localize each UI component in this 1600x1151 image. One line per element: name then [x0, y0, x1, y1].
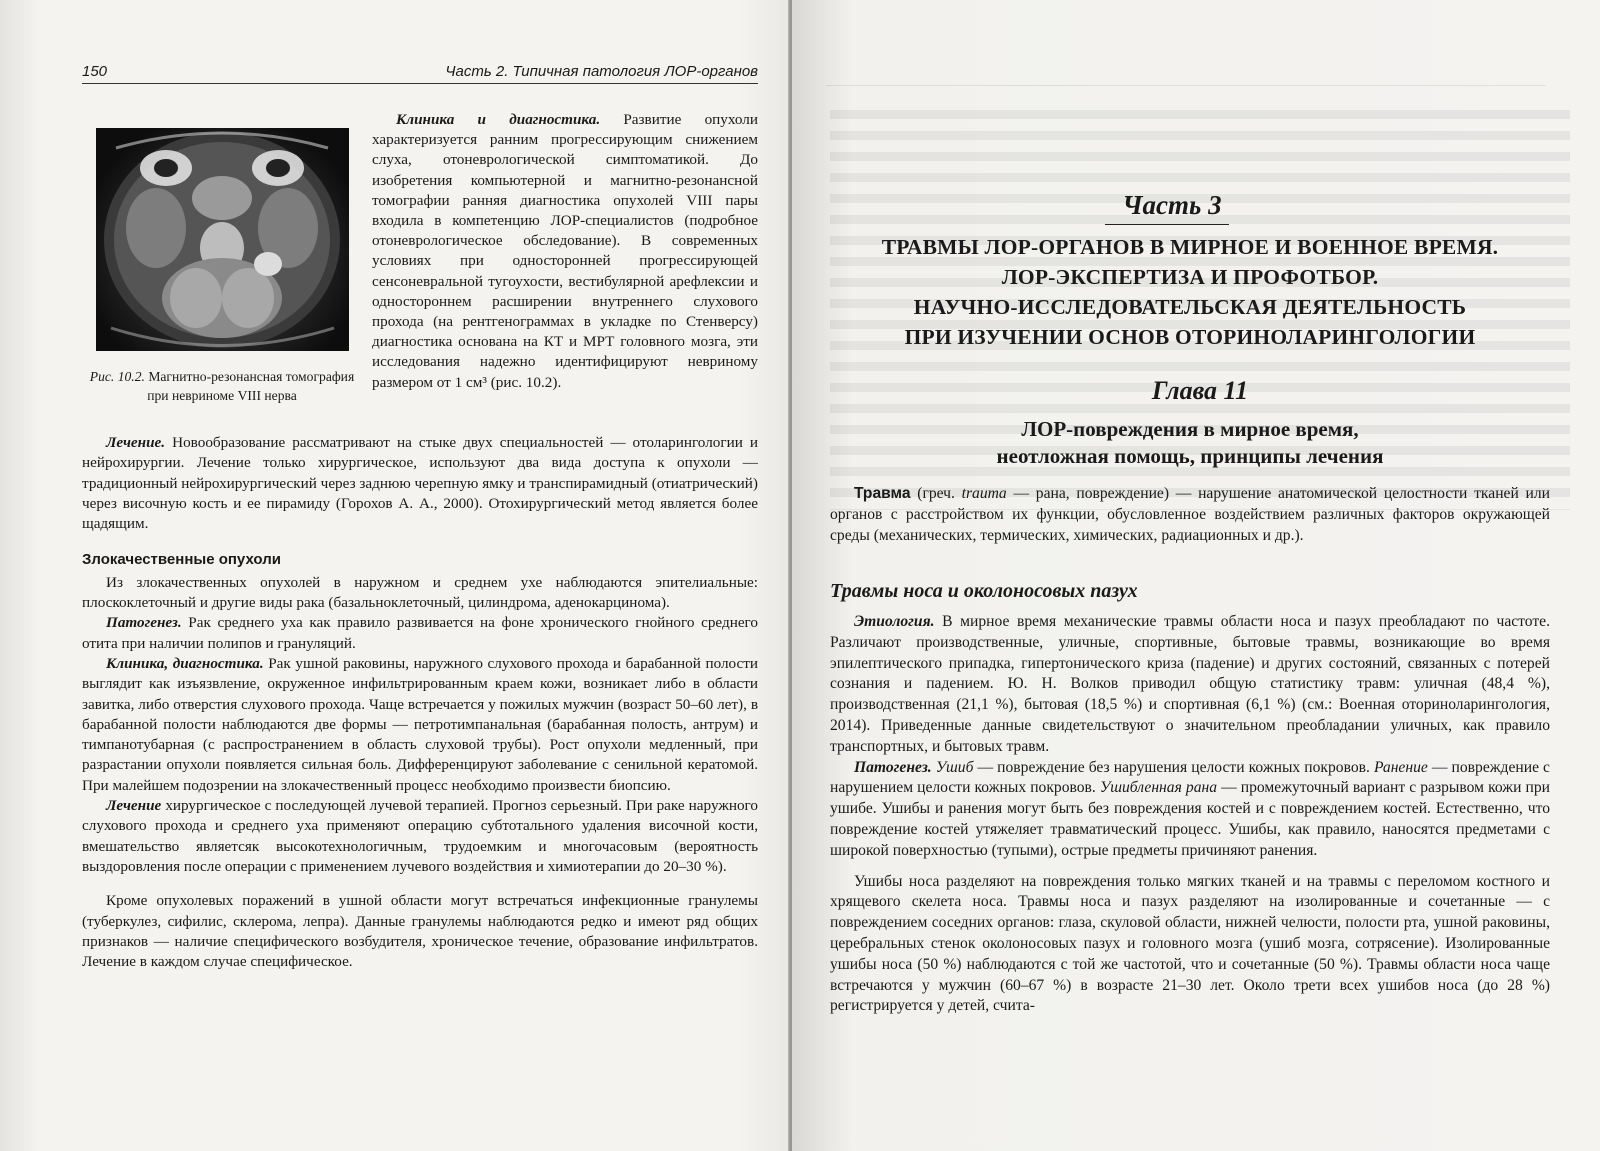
- clinic-paragraph: [372, 110, 758, 393]
- malignant-heading: Злокачественные опухоли: [82, 551, 281, 569]
- mri-figure: [96, 128, 349, 351]
- part-heading-line: ТРАВМЫ ЛОР-ОРГАНОВ В МИРНОЕ И ВОЕННОЕ ВРЕМЯ.: [881, 235, 1499, 259]
- chapter-title: Глава 11: [1151, 376, 1249, 405]
- bruised-wound-definition: — промежуточный вариант с разрывом кожи при ушибе. Ушибы и ранения могут быть без повреждения костей и с повреждением костей. Естественно, что повреждение костей утяжеляет травматический процесс. Ушибы, как правило, наносятся предметами с широкой поверхностью (тупыми), острые предметы причиняют ранения.: [830, 779, 1550, 859]
- chapter-subtitle-line: ЛОР-повреждения в мирное время,: [1021, 417, 1359, 441]
- chapter-subtitle: [860, 416, 1520, 470]
- pathogenesis-text: Рак среднего уха как правило развивается на фоне хронического гнойного среднего отита при наличии полипов и грануляций.: [82, 614, 759, 652]
- treatment-text: Новообразование рассматривают на стыке двух специальностей — отоларингологии и нейрохирургии. Лечение только хирургическое, используют два вида доступа к опухоли — традиционный нейрохирургический через заднюю черепную ямку и транспирамидный (отиатрический) через височную кость и ее пирамиду (Горохов А. А., 2000). Отохирургический метод является более щадящим.: [82, 434, 758, 533]
- clinic2-text: Рак ушной раковины, наружного слухового прохода и барабанной полости выглядит как изъязвление, окруженное инфильтрированным краем кожи, возникает либо в области завитка, либо отверстия слухового прохода. Чаще встречается у пожилых мужчин (возраст 50–60 лет), в барабанной полости наблюдаются две формы — петротимпанальная (барабанная полость, антрум) и тимпанотубарная (с распространением в область слуховой трубы). Рост опухоли медленный, при разрастании опухоли появляется сильная боль. Дифференцируют заболевание с сенильной кератомой. При малейшем подозрении на злокачественный процесс необходимо произвести биопсию.: [82, 654, 759, 794]
- clinic2-lead: Клиника, диагностика.: [106, 654, 264, 672]
- running-header: [82, 60, 758, 84]
- trauma-def-part2: — рана, повреждение) — нарушение анатомической целостности тканей или органов с расстройством их функции, обусловленное воздействием различных факторов окружающей среды (механических, термических, химических, радиационных и др.).: [830, 485, 1550, 544]
- part-heading: [830, 232, 1550, 352]
- treatment2-lead: Лечение: [106, 797, 162, 815]
- part-heading-line: НАУЧНО-ИССЛЕДОВАТЕЛЬСКАЯ ДЕЯТЕЛЬНОСТЬ: [913, 295, 1467, 319]
- bruise-term: Ушиб: [935, 758, 974, 776]
- page-number: 150: [82, 63, 108, 80]
- part-title-underline: [1105, 224, 1229, 225]
- part-title: Часть 3: [1122, 190, 1222, 220]
- clinic-text: Развитие опухоли характеризуется ранним прогрессирующим снижением слуха, отоневрологической симптоматикой. До изобретения компьютерной и магнитно-резонансной томографии ранняя диагностика опухолей VIII пары входила в компетенцию ЛОР-специалистов (подробное отоневрологическое обследование). В современных условиях при односторонней прогрессирующей сенсоневральной тугоухости, вестибулярной арефлексии и одностороннем расширении внутреннего слухового прохода (на рентгенограммах в укладке по Стенверсу) диагностика основана на КТ и МРТ головного мозга, эти исследования надежно идентифицируют невриному размером от 1 см³ (рис. 10.2).: [372, 111, 758, 391]
- part-heading-line: ЛОР-ЭКСПЕРТИЗА И ПРОФОТБОР.: [1001, 265, 1379, 289]
- part-heading-line: ПРИ ИЗУЧЕНИИ ОСНОВ ОТОРИНОЛАРИНГОЛОГИИ: [904, 325, 1476, 349]
- chapter-subtitle-line: неотложная помощь, принципы лечения: [996, 444, 1384, 468]
- nose-injury-paragraph: Ушибы носа разделяют на повреждения только мягких тканей и на травмы с переломом костного и хрящевого скелета носа. Травмы носа и пазух разделяют на изолированные и сочетанные — с повреждением соседних органов: глаза, скуловой области, нижней челюсти, полости рта, ушной раковины, церебральных стенок околоносовых пазух и головного мозга (ушиб мозга, сотрясение). Изолированные ушибы носа (50 %) наблюдаются с той же частотой, что и сочетанные (50 %). Травмы области носа чаще встречаются у мужчин (60–67 %) в возрасте 21–30 лет. Около трети всех ушибов носа (до 28 %) регистрируется у детей, счита-: [830, 872, 1550, 1015]
- clinic-lead: Клиника и диагностика.: [396, 111, 601, 128]
- left-body-text: [82, 433, 758, 972]
- right-body-text: [830, 612, 1550, 1017]
- treatment-lead: Лечение.: [106, 434, 166, 451]
- left-page: [0, 0, 790, 1151]
- figure-caption-text: Магнитно-резонансная томография при невриноме VIII нерва: [147, 369, 355, 403]
- pathogenesis-lead-right: Патогенез.: [854, 758, 932, 776]
- pathogenesis-lead: Патогенез.: [106, 614, 182, 632]
- trauma-definition: [830, 484, 1550, 546]
- trauma-greek-word: trauma: [961, 485, 1007, 502]
- trauma-term: Травма: [854, 485, 911, 502]
- trauma-def-part1: (греч.: [917, 485, 955, 502]
- etiology-lead: Этиология.: [854, 613, 935, 630]
- final-paragraph: Кроме опухолевых поражений в ушной области могут встречаться инфекционные гранулемы (туберкулез, сифилис, склерома, лепра). Данные гранулемы наблюдаются редко и имеют ряд общих признаков — наличие специфического возбудителя, хроническое течение, образование инфильтратов. Лечение в каждом случае специфическое.: [82, 892, 758, 971]
- treatment2-text: хирургическое с последующей лучевой терапией. Прогноз серьезный. При раке наружного слухового прохода и среднего уха применяют операцию субтотального удаления височной кости, вмешательство являетсяк высокотехнологичным, трудоемким и многочасовым (вероятность выздоровления после операции с применением лучевого воздействия и химиотерапии до 20–30 %).: [82, 797, 758, 875]
- running-title: Часть 2. Типичная патология ЛОР-органов: [445, 63, 758, 80]
- figure-caption-label: Рис. 10.2.: [89, 369, 145, 384]
- bruise-definition: — повреждение без нарушения целости кожных покровов.: [977, 758, 1370, 776]
- etiology-text: В мирное время механические травмы области носа и пазух преобладают по частоте. Различают производственные, уличные, спортивные, бытовые травмы, возникающие во время эпилептического припадка, гипертонического криза (падение) и других состояний, связанных с потерей сознания и падением. Ю. Н. Волков приводил общую статистику травм: уличная (48,4 %), производственная (21,1 %), бытовая (18,5 %) и спортивная (6,1 %) (см.: Военная оториноларингология, 2014). Приведенные данные свидетельствуют о значительном преобладании уличных, как правило транспортных, и бытовых травм.: [830, 613, 1550, 755]
- malignant-text: Из злокачественных опухолей в наружном и среднем ухе наблюдаются эпителиальные: плоскоклеточный и другие виды рака (базальноклеточный, цилиндрома, аденокарцинома).: [82, 573, 758, 612]
- section-heading: Травмы носа и околоносовых пазух: [830, 580, 1138, 602]
- bruised-wound-term: Ушибленная рана: [1099, 779, 1218, 797]
- figure-caption: [82, 367, 362, 405]
- ghost-header-rule: [826, 66, 1546, 86]
- wound-term: Ранение: [1373, 758, 1428, 776]
- wound-definition: — повреждение с нарушением целости кожных покровов.: [830, 758, 1550, 797]
